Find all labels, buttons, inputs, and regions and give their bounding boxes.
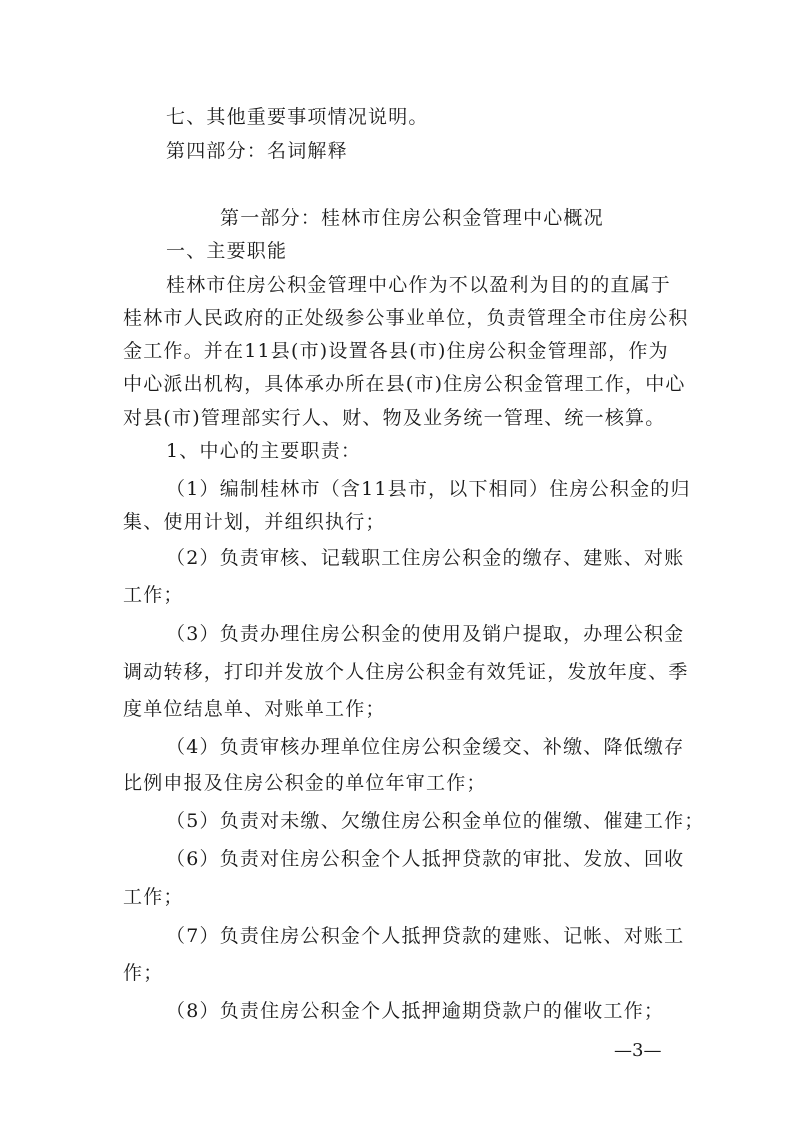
intro-paragraph-line: 桂林市住房公积金管理中心作为不以盈利为目的的直属于 [166, 274, 672, 296]
main-functions-heading: 一、主要职能 [166, 240, 288, 262]
duty-item-line: （2）负责审核、记载职工住房公积金的缴存、建账、对账 [166, 547, 685, 569]
duties-heading: 1、中心的主要职责： [166, 440, 362, 462]
intro-paragraph-line: 中心派出机构，具体承办所在县(市)住房公积金管理工作，中心 [123, 373, 686, 395]
duty-item-line: 工作； [123, 584, 184, 606]
duty-item-line: （1）编制桂林市（含11县市，以下相同）住房公积金的归 [166, 478, 691, 500]
intro-paragraph-line: 桂林市人民政府的正处级参公事业单位，负责管理全市住房公积 [123, 307, 689, 329]
duty-item-line: 比例申报及住房公积金的单位年审工作； [123, 772, 487, 794]
duty-item-line: （5）负责对未缴、欠缴住房公积金单位的催缴、催建工作； [166, 810, 705, 832]
part-one-heading: 第一部分：桂林市住房公积金管理中心概况 [220, 207, 604, 229]
duty-item-line: 度单位结息单、对账单工作； [123, 698, 386, 720]
duty-item-line: 调动转移，打印并发放个人住房公积金有效凭证，发放年度、季 [123, 661, 689, 683]
duty-item-line: （6）负责对住房公积金个人抵押贷款的审批、发放、回收 [166, 848, 685, 870]
duty-item-line: （4）负责审核办理单位住房公积金缓交、补缴、降低缴存 [166, 736, 685, 758]
duty-item-line: （3）负责办理住房公积金的使用及销户提取，办理公积金 [166, 623, 685, 645]
intro-paragraph-line: 对县(市)管理部实行人、财、物及业务统一管理、统一核算。 [123, 407, 666, 429]
intro-paragraph-line: 金工作。并在11县(市)设置各县(市)住房公积金管理部，作为 [123, 340, 669, 362]
duty-item-line: 作； [123, 962, 164, 984]
page-number: —3— [614, 1040, 662, 1061]
part-four-heading: 第四部分：名词解释 [166, 140, 348, 162]
duty-item-line: （8）负责住房公积金个人抵押逾期贷款户的催收工作； [166, 1000, 665, 1022]
section-item-7: 七、其他重要事项情况说明。 [166, 106, 429, 128]
duty-item-line: （7）负责住房公积金个人抵押贷款的建账、记帐、对账工 [166, 925, 685, 947]
duty-item-line: 集、使用计划，并组织执行； [123, 511, 386, 533]
duty-item-line: 工作； [123, 886, 184, 908]
